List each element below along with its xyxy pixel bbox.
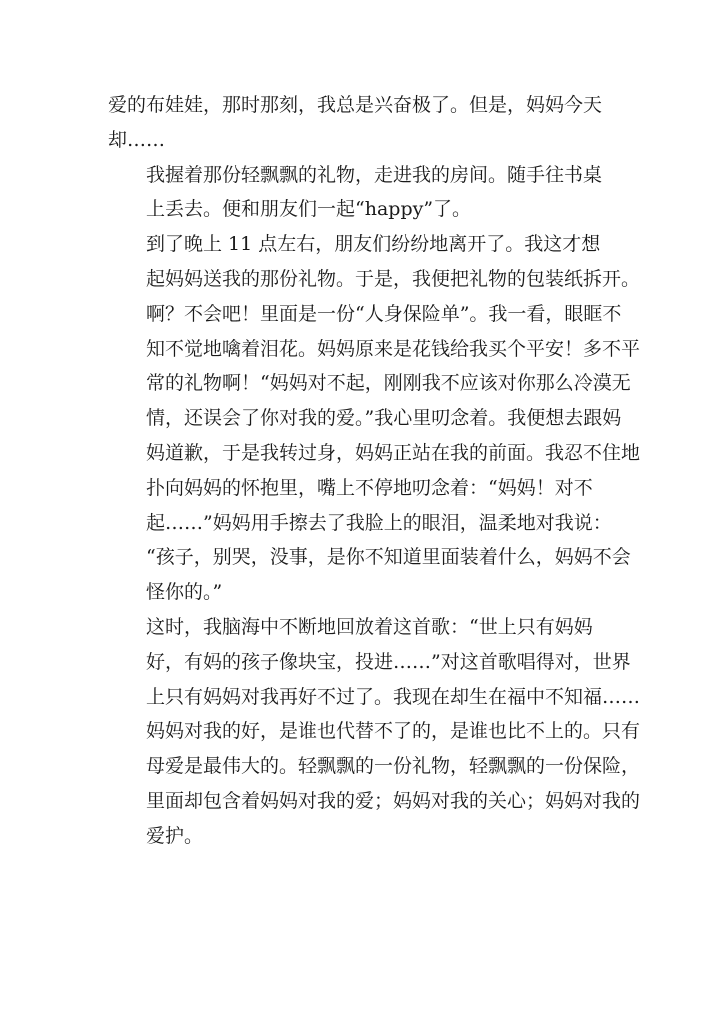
paragraph-4 (108, 610, 641, 854)
text-line: 爱护。 (146, 824, 204, 847)
text-line: 里面却包含着妈妈对我的爱；妈妈对我的关心；妈妈对我的 (146, 789, 641, 812)
text-line: 妈道歉，于是我转过身，妈妈正站在我的前面。我忍不住地 (146, 441, 641, 464)
text-line: 知不觉地噙着泪花。妈妈原来是花钱给我买个平安！多不平 (146, 337, 641, 360)
text-line: 我握着那份轻飘飘的礼物，走进我的房间。随手往书桌 (146, 163, 603, 186)
text-line: 起妈妈送我的那份礼物。于是，我便把礼物的包装纸拆开。 (146, 267, 641, 290)
text-line: 却…… (108, 128, 166, 151)
text-line: 到了晚上 11 点左右，朋友们纷纷地离开了。我这才想 (146, 233, 601, 256)
text-line: 常的礼物啊！“妈妈对不起，刚刚我不应该对你那么冷漠无 (146, 372, 631, 395)
text-line: “孩子，别哭，没事，是你不知道里面装着什么，妈妈不会 (146, 546, 631, 569)
text-line: 怪你的。” (146, 581, 223, 604)
paragraph-2 (108, 158, 616, 228)
text-line: 爱的布娃娃，那时那刻，我总是兴奋极了。但是，妈妈今天 (108, 94, 603, 116)
text-line: 扑向妈妈的怀抱里，嘴上不停地叨念着：“妈妈！对不 (146, 476, 593, 499)
paragraph-1 (108, 88, 616, 158)
document-page (108, 88, 641, 854)
text-line: 母爱是最伟大的。轻飘飘的一份礼物，轻飘飘的一份保险， (146, 755, 641, 778)
text-line: 这时，我脑海中不断地回放着这首歌：“世上只有妈妈 (146, 615, 593, 638)
text-line: 上丢去。便和朋友们一起“happy”了。 (146, 198, 472, 221)
paragraph-3 (108, 227, 641, 610)
text-line: 好，有妈的孩子像块宝，投进……”对这首歌唱得对，世界 (146, 650, 631, 673)
text-line: 情，还误会了你对我的爱。”我心里叨念着。我便想去跟妈 (146, 407, 622, 430)
text-line: 上只有妈妈对我再好不过了。我现在却生在福中不知福…… (146, 685, 641, 708)
text-line: 妈妈对我的好，是谁也代替不了的，是谁也比不上的。只有 (146, 720, 641, 743)
text-line: 起……”妈妈用手擦去了我脸上的眼泪，温柔地对我说： (146, 511, 612, 534)
text-line: 啊？不会吧！里面是一份“人身保险单”。我一看，眼眶不 (146, 302, 622, 325)
